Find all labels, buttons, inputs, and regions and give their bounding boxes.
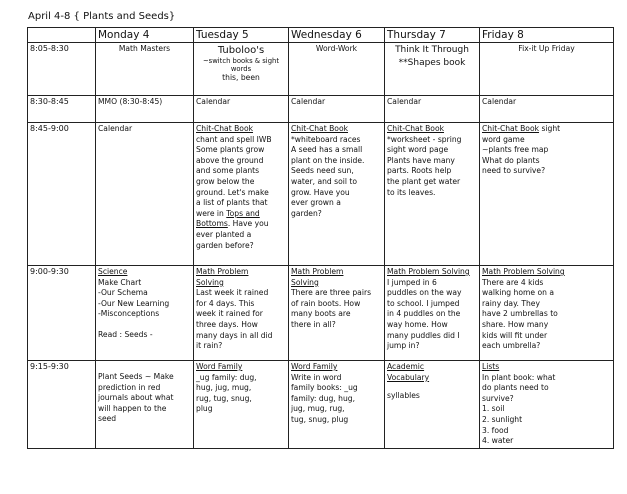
text-line: in 4 puddles on the [387, 309, 461, 319]
text-line: chant and spell IWB [196, 134, 272, 144]
text-line: kids will fit under [482, 330, 548, 340]
time-cell: 8:30-8:45 [28, 96, 96, 123]
text-line: family: dug, hug, [291, 393, 355, 403]
math-label: Math Problem Solving [387, 267, 470, 276]
text-line: week it rained for [196, 309, 263, 319]
text-line: What do plants [482, 155, 540, 165]
text-line: grow below the [196, 176, 255, 186]
text-line: plant on the inside. [291, 155, 365, 165]
text-line: Read : Seeds - [98, 329, 153, 339]
text-line: garden before? [196, 240, 254, 250]
cell-tuesday: Calendar [194, 96, 289, 123]
text-line: survive? [482, 393, 514, 403]
text-line: of rain boots. How [291, 298, 361, 308]
text-line: jump in? [387, 341, 420, 351]
math-label: Solving [196, 277, 224, 287]
table-row [28, 361, 614, 449]
word-family-label: Word Family [291, 362, 338, 371]
text-line: it rain? [196, 341, 223, 351]
cell-monday [96, 266, 194, 361]
header-wednesday: Wednesday 6 [289, 28, 385, 43]
cell-wednesday [289, 123, 385, 266]
text-line: need to survive? [482, 166, 546, 176]
cell-wednesday: Word-Work [289, 43, 385, 96]
text-line: many puddles did I [387, 330, 460, 340]
text-fragment: were in [196, 208, 224, 218]
text-line: In plant book: what [482, 372, 556, 382]
text-line: Plant Seeds ~ Make [98, 372, 174, 381]
text-line: share. How many [482, 319, 549, 329]
text-line: water, and soil to [291, 176, 358, 186]
text-line: do plants need to [482, 383, 549, 393]
text-fragment: sight [541, 124, 561, 133]
cell-thursday: Calendar [385, 96, 480, 123]
text-line: jug, mug, rug, [291, 404, 345, 414]
text-line: rainy day. They [482, 298, 540, 308]
cell-monday [96, 361, 194, 449]
text-line: family books: _ug [291, 383, 358, 393]
header-tuesday: Tuesday 5 [194, 28, 289, 43]
text-line: Write in word [291, 372, 342, 382]
time-cell: 8:45-9:00 [28, 123, 96, 266]
text-line: parts. Roots help [387, 166, 452, 176]
underlined-text: Bottoms [196, 219, 228, 229]
header-row [28, 28, 614, 43]
text-line: Plants have many [387, 155, 455, 165]
text-line: seed [98, 414, 117, 424]
text-line: a list of plants that [196, 198, 268, 208]
cell-monday: MMO (8:30-8:45) [96, 96, 194, 123]
cell-friday [480, 361, 614, 449]
text-line: way home. How [387, 319, 448, 329]
text-line: garden? [291, 208, 322, 218]
cell-friday [480, 123, 614, 266]
text-line: many boots are [291, 309, 351, 319]
text-line: _ug family: dug, [196, 372, 257, 382]
cell-wednesday [289, 266, 385, 361]
math-label: Solving [291, 277, 319, 287]
chit-chat-label: Chit-Chat Book [291, 124, 349, 133]
text-line: -Misconceptions [98, 309, 160, 319]
table-row [28, 96, 614, 123]
text-line: plug [196, 404, 213, 414]
text-line: Bottoms. Have you [196, 219, 269, 229]
text-line: rug, tug, snug, [196, 393, 252, 403]
time-cell: 8:05-8:30 [28, 43, 96, 96]
text-line: Make Chart [98, 277, 142, 287]
cell-tuesday [194, 43, 289, 96]
text-line: will happen to the [98, 403, 167, 413]
cell-thursday [385, 123, 480, 266]
text-line: *worksheet - spring [387, 134, 462, 144]
text-line: syllables [387, 391, 420, 401]
text-line: ground. Let's make [196, 187, 269, 197]
thursday-note: **Shapes book [398, 58, 466, 68]
text-line [482, 124, 611, 135]
text-line: hug, jug, mug, [196, 383, 252, 393]
underlined-text: Tops and [226, 208, 260, 218]
text-line: many days in all did [196, 330, 273, 340]
text-line: 1. soil [482, 404, 505, 414]
header-thursday: Thursday 7 [385, 28, 480, 43]
header-monday: Monday 4 [96, 28, 194, 43]
text-line: word game [482, 134, 525, 144]
text-line: and some plants [196, 166, 260, 176]
science-label: Science [98, 267, 128, 276]
chit-chat-label: Chit-Chat Book [387, 124, 445, 133]
text-line: 4. water [482, 436, 514, 446]
text-line: I jumped in 6 [387, 277, 437, 287]
table-row [28, 43, 614, 96]
text-line: for 4 days. This [196, 298, 255, 308]
text-line: to its leaves. [387, 187, 436, 197]
cell-monday: Calendar [96, 123, 194, 266]
text-line: sight word page [387, 145, 449, 155]
cell-thursday [385, 43, 480, 96]
text-line [196, 209, 286, 220]
vocabulary-label: Vocabulary [387, 372, 430, 382]
tuesday-extra: this, been [222, 73, 260, 82]
text-line: There are three pairs [291, 288, 372, 298]
word-family-label: Word Family [196, 362, 243, 371]
text-line: there in all? [291, 319, 336, 329]
text-line: -Our New Learning [98, 298, 170, 308]
lesson-plan-table [27, 27, 614, 449]
text-line: above the ground [196, 155, 264, 165]
text-line: have 2 umbrellas to [482, 309, 558, 319]
text-line: puddles on the way [387, 288, 462, 298]
text-line: There are 4 kids [482, 277, 544, 287]
math-label: Math Problem Solving [482, 267, 565, 276]
text-line: 3. food [482, 425, 509, 435]
text-line: journals about what [98, 393, 174, 403]
text-line: tug, snug, plug [291, 414, 349, 424]
text-line: walking home on a [482, 288, 554, 298]
cell-tuesday [194, 123, 289, 266]
chit-chat-label: Chit-Chat Book [196, 124, 254, 133]
cell-wednesday [289, 361, 385, 449]
text-line: 2. sunlight [482, 414, 523, 424]
cell-friday: Fix-it Up Friday [480, 43, 614, 96]
text-line: A seed has a small [291, 145, 363, 155]
text-line: Some plants grow [196, 145, 265, 155]
cell-friday [480, 266, 614, 361]
time-cell: 9:00-9:30 [28, 266, 96, 361]
text-line: Seeds need sun, [291, 166, 354, 176]
math-label: Math Problem [196, 267, 249, 276]
table-row [28, 266, 614, 361]
text-line: -Our Schema [98, 288, 148, 298]
text-line: *whiteboard races [291, 134, 361, 144]
thursday-title: Think It Through [395, 45, 469, 55]
text-line: Last week it rained [196, 288, 269, 298]
header-friday: Friday 8 [480, 28, 614, 43]
text-line: ~plants free map [482, 145, 549, 155]
math-label: Math Problem [291, 267, 344, 276]
cell-monday: Math Masters [96, 43, 194, 96]
text-line: prediction in red [98, 382, 161, 392]
text-line: each umbrella? [482, 341, 541, 351]
text-line: grow. Have you [291, 187, 350, 197]
cell-tuesday [194, 266, 289, 361]
tuesday-title: Tuboloo's [217, 45, 265, 56]
cell-thursday [385, 361, 480, 449]
cell-tuesday [194, 361, 289, 449]
text-line: ever planted a [196, 229, 252, 239]
chit-chat-label: Chit-Chat Book [482, 124, 540, 133]
text-line: three days. How [196, 319, 258, 329]
cell-thursday [385, 266, 480, 361]
text-line: ever grown a [291, 198, 341, 208]
vocabulary-label: Academic [387, 362, 425, 371]
tuesday-note: ~switch books & sight words [202, 57, 279, 73]
text-line: to school. I jumped [387, 298, 460, 308]
cell-friday: Calendar [480, 96, 614, 123]
page-title: April 4-8 { Plants and Seeds} [28, 11, 176, 22]
table-row [28, 123, 614, 266]
text-line: the plant get water [387, 176, 461, 186]
cell-wednesday: Calendar [289, 96, 385, 123]
text-fragment: Have you [232, 219, 269, 229]
time-cell: 9:15-9:30 [28, 361, 96, 449]
lists-label: Lists [482, 362, 500, 371]
corner-cell [28, 28, 96, 43]
